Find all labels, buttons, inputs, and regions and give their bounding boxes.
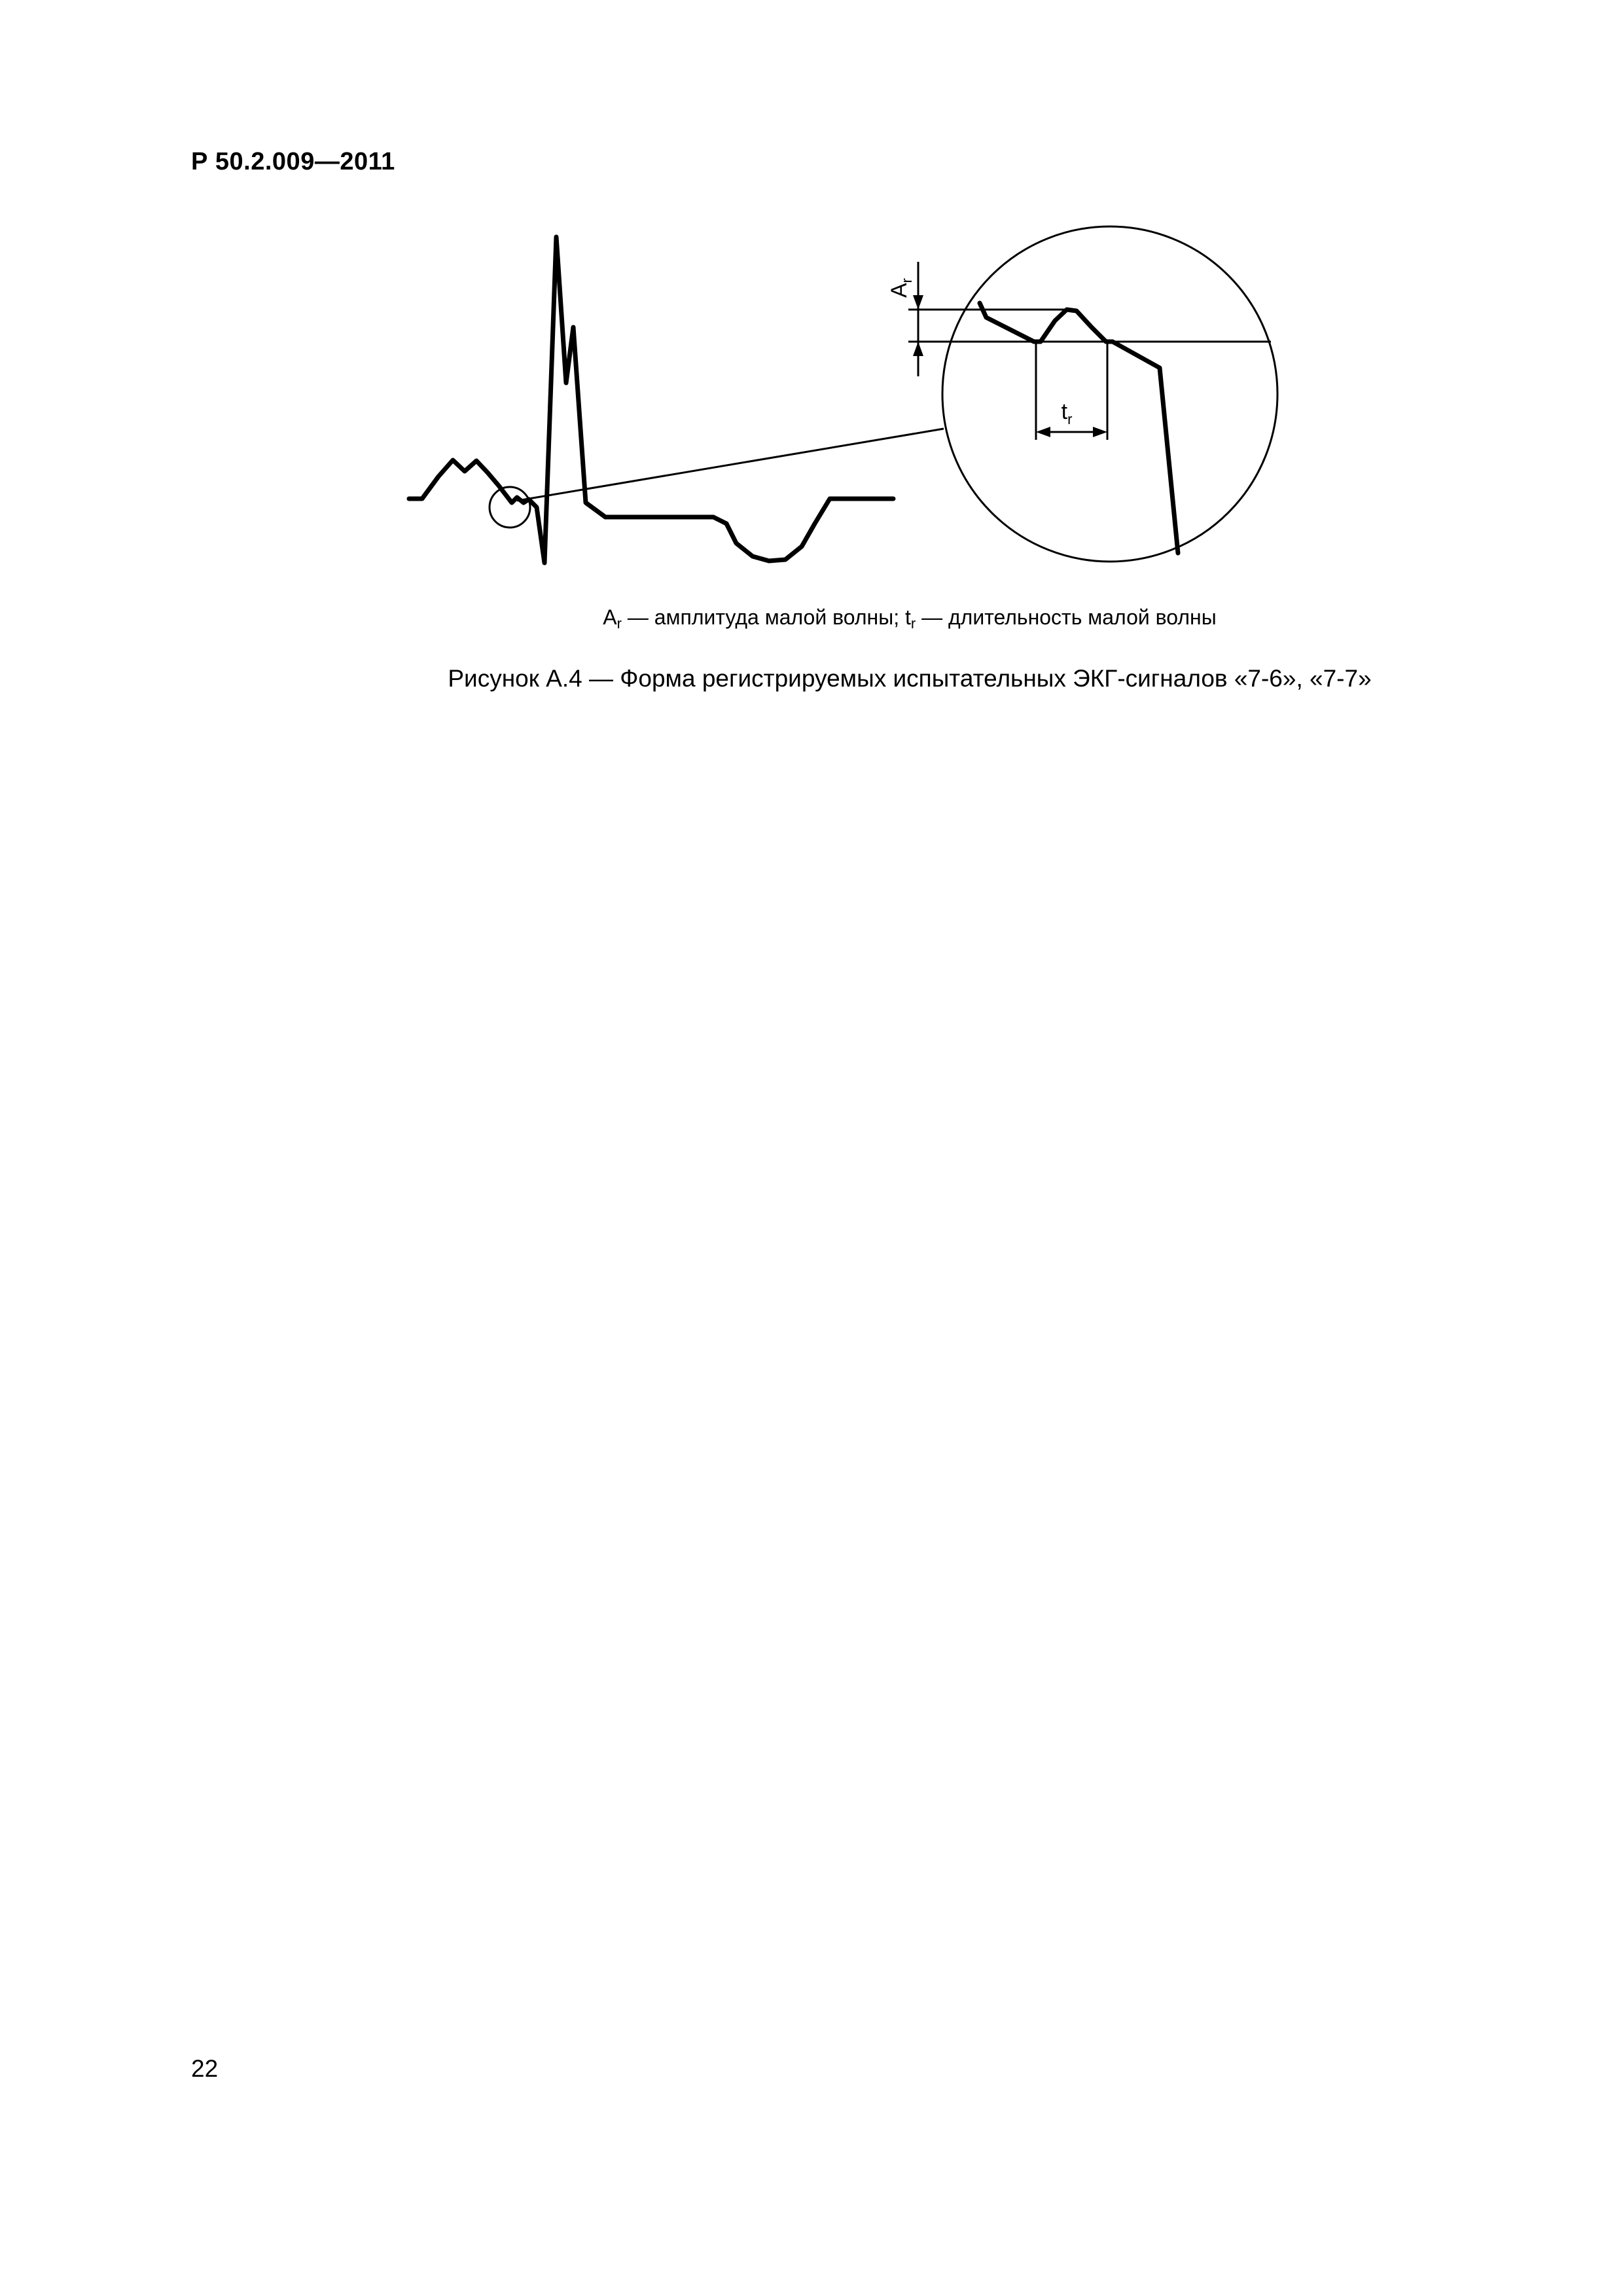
amplitude-arrow-top-head xyxy=(913,295,923,310)
document-code: Р 50.2.009—2011 xyxy=(191,148,395,175)
duration-label: $t_r$ xyxy=(1061,399,1073,427)
page-number: 22 xyxy=(191,2055,219,2082)
figure-caption: Рисунок А.4 — Форма регистрируемых испытательных ЭКГ-сигналов «7-6», «7-7» xyxy=(448,665,1372,692)
figure-legend: $А_r$ — амплитуда малой волны; $t_r$ — длительность малой волны xyxy=(603,605,1217,632)
amplitude-arrow-bottom-head xyxy=(913,342,923,356)
ecg-waveform xyxy=(409,237,893,563)
amplitude-label: $А_r$ xyxy=(887,278,915,298)
magnified-waveform xyxy=(980,303,1178,553)
ecg-figure xyxy=(0,0,1623,655)
magnifier-small-circle xyxy=(490,487,530,528)
magnifier-large-circle xyxy=(942,226,1277,562)
duration-arrow-right-head xyxy=(1093,427,1107,437)
duration-arrow-left-head xyxy=(1036,427,1050,437)
